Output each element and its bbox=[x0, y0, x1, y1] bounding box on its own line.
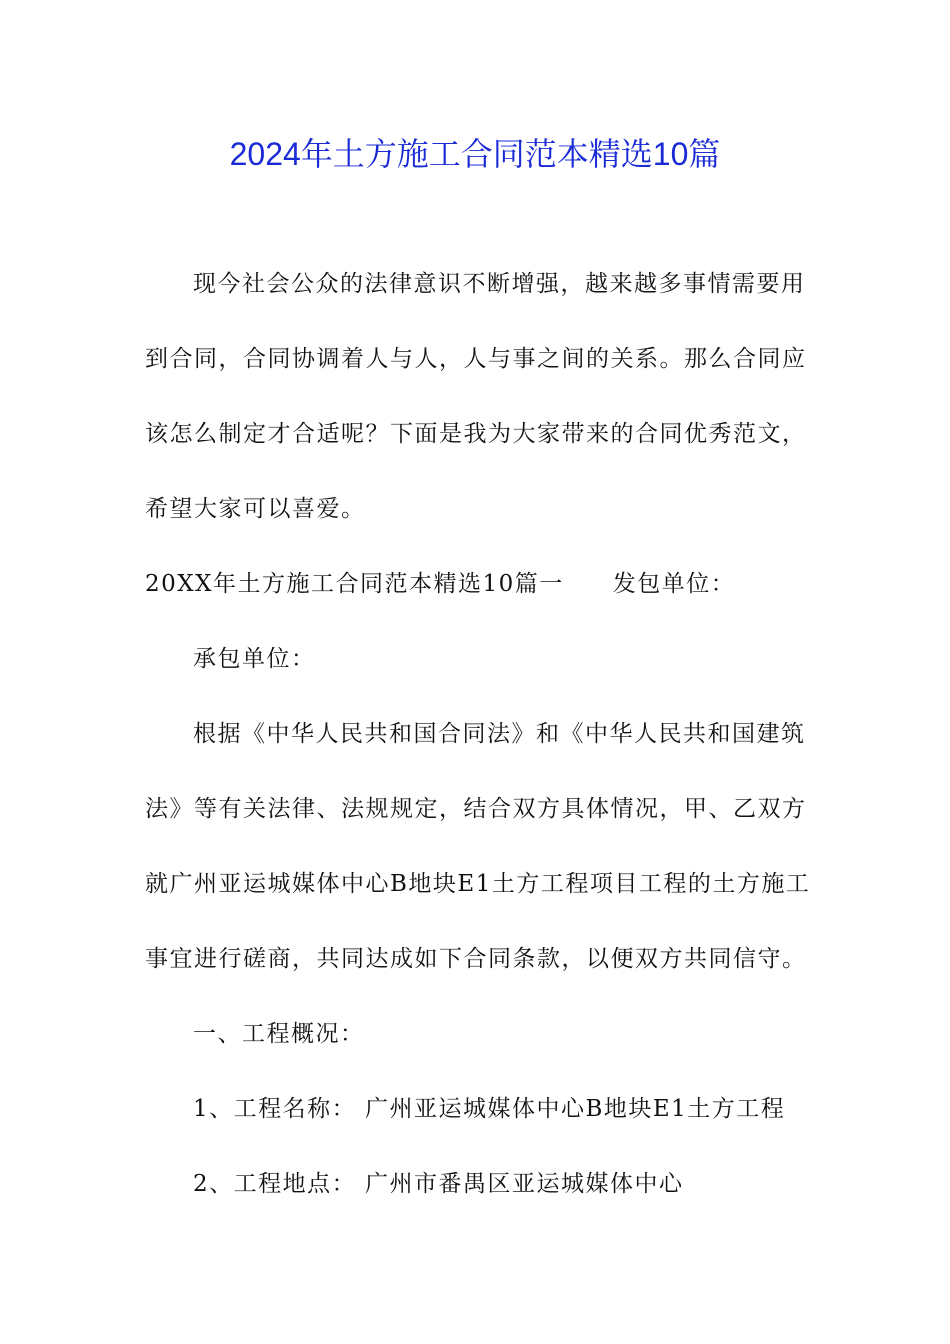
paragraph-line: 承包单位： bbox=[193, 646, 316, 672]
paragraph-line: 就广州亚运城媒体中心B地块E1土方工程项目工程的土方施工 bbox=[145, 871, 811, 897]
paragraph-line: 该怎么制定才合适呢？下面是我为大家带来的合同优秀范文， bbox=[145, 421, 807, 447]
paragraph-line: 法》等有关法律、法规规定，结合双方具体情况，甲、乙双方 bbox=[145, 796, 807, 822]
paragraph-line: 事宜进行磋商，共同达成如下合同条款，以便双方共同信守。 bbox=[145, 946, 807, 972]
paragraph-line: 20XX年土方施工合同范本精选10篇一 发包单位： bbox=[145, 571, 736, 597]
paragraph-line: 1、工程名称： 广州亚运城媒体中心B地块E1土方工程 bbox=[193, 1096, 786, 1122]
paragraph-line: 现今社会公众的法律意识不断增强，越来越多事情需要用 bbox=[193, 271, 806, 297]
paragraph-line: 一、工程概况： bbox=[193, 1021, 365, 1047]
document-title: 2024年土方施工合同范本精选10篇 bbox=[229, 136, 721, 172]
paragraph-line: 希望大家可以喜爱。 bbox=[145, 496, 366, 522]
paragraph-line: 2、工程地点： 广州市番禺区亚运城媒体中心 bbox=[193, 1171, 684, 1197]
paragraph-line: 根据《中华人民共和国合同法》和《中华人民共和国建筑 bbox=[193, 721, 806, 747]
paragraph-line: 到合同，合同协调着人与人，人与事之间的关系。那么合同应 bbox=[145, 346, 807, 372]
